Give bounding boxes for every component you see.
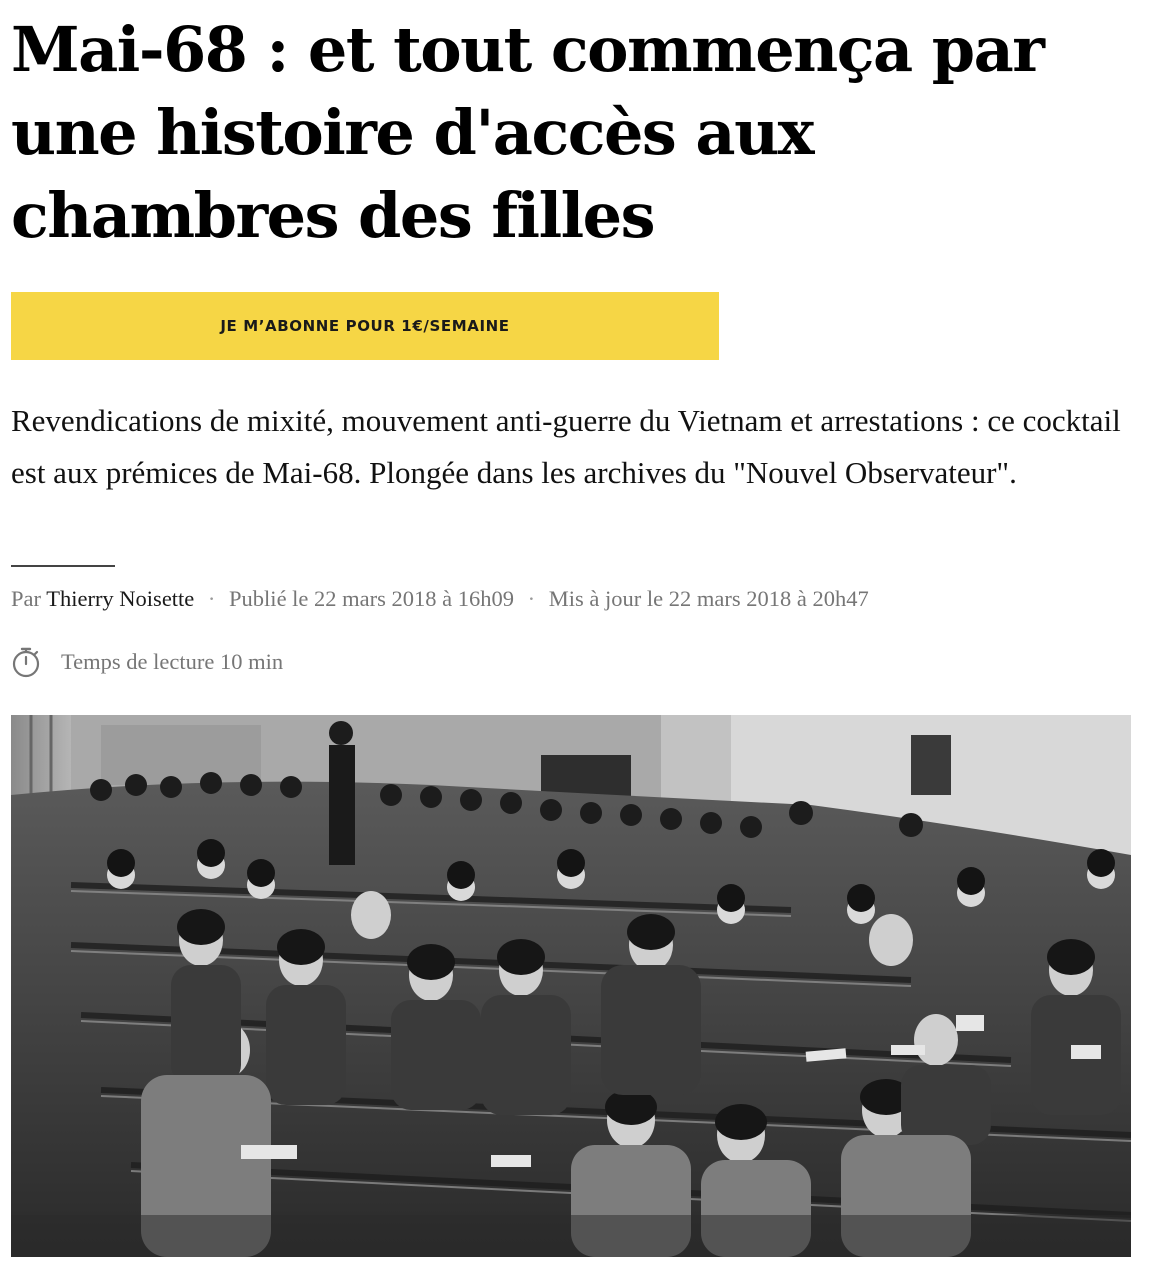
- byline-separator: ·: [207, 586, 216, 611]
- reading-time: [11, 646, 283, 678]
- byline-separator: ·: [527, 586, 536, 611]
- author-link[interactable]: Thierry Noisette: [46, 586, 195, 611]
- students-in-lecture-hall-photo: [11, 715, 1131, 1257]
- article-headline: Mai-68 : et tout commença par une histoire d'accès aux chambres des filles: [11, 13, 1044, 252]
- subscribe-button[interactable]: JE M’ABONNE POUR 1€/SEMAINE: [11, 292, 719, 360]
- published-date: Publié le 22 mars 2018 à 16h09: [229, 586, 515, 611]
- stopwatch-icon: [11, 646, 41, 678]
- byline-prefix: Par: [11, 586, 41, 611]
- divider: [11, 565, 115, 567]
- article-header: [11, 0, 1131, 674]
- reading-time-label: Temps de lecture 10 min: [61, 649, 284, 674]
- updated-date: Mis à jour le 22 mars 2018 à 20h47: [548, 586, 869, 611]
- article-lede: Revendications de mixité, mouvement anti-guerre du Vietnam et arrestations : ce cocktail est aux prémices de Mai-68. Plongée dans les archives du "Nouvel Observateur".: [11, 403, 1121, 490]
- byline: [11, 586, 869, 612]
